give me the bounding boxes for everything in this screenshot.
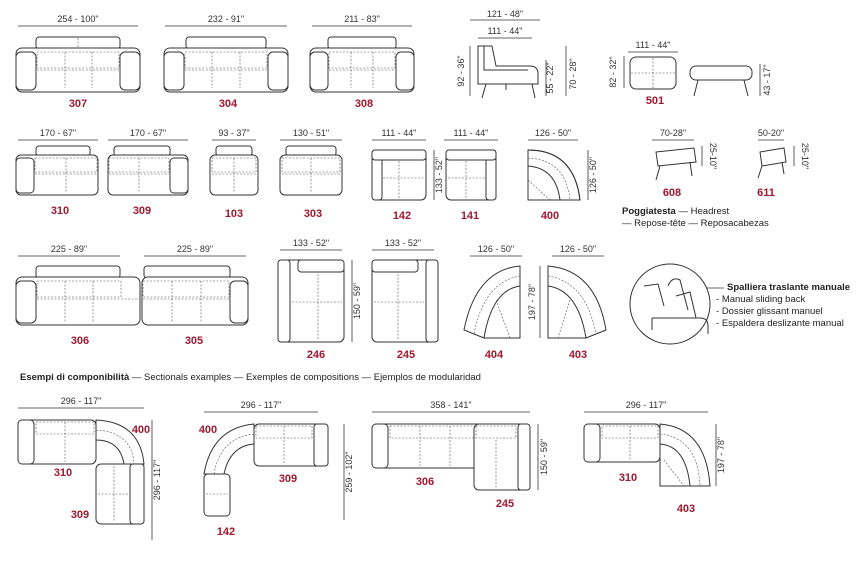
dim-label: 121 - 48" [486,9,524,19]
module-code: 307 [68,98,88,110]
dim-label: 170 - 67" [39,128,77,138]
dim-label: 25-10" [800,142,810,170]
dim-label: 133 - 52" [384,238,422,248]
module-611 [757,128,810,199]
module-307 [16,14,140,110]
module-code: 403 [568,349,588,361]
sliding-back-l2: - Dossier glissant manuel [716,306,823,317]
dim-label: 211 - 83" [344,14,380,24]
dim-label: 25-10" [708,142,718,170]
dim-label: 296 - 117" [625,400,667,410]
dim-label: 70-28" [659,128,687,138]
dim-label: 111 - 44" [487,26,523,36]
module-code: 310 [50,205,70,217]
dim-label: 111 - 44" [381,128,417,138]
sliding-back-l1: - Manual sliding back [716,294,806,305]
module-code: 308 [354,98,374,110]
module-code: 141 [460,210,480,222]
module-code: 306 [70,335,90,347]
module-310 [16,128,98,217]
module-code: 400 [198,424,218,436]
sliding-back-title: Spalliera traslante manuale [727,282,851,293]
dim-label: 126 - 50" [534,128,572,138]
dim-label: 197 - 78" [527,283,537,321]
dim-label: 82 - 32" [608,56,618,88]
dim-label: 150 - 59" [352,282,362,320]
module-code: 309 [132,205,152,217]
module-304 [164,14,288,110]
module-303 [280,128,342,220]
dim-label: 296 - 117" [60,396,102,406]
headrest-line1: — Headrest [675,206,730,217]
module-code: 142 [392,210,412,222]
dim-label: 232 - 91" [207,14,245,24]
examples-heading [20,372,481,383]
dim-label: 55 - 22" [545,62,555,94]
module-code: 403 [676,503,696,515]
dim-label: 126 - 50" [559,244,597,254]
module-code: 309 [278,473,298,485]
module-code: 310 [53,467,73,479]
dim-label: 50-20" [757,128,785,138]
module-code: 310 [618,472,638,484]
dim-label: 133 - 52" [434,156,444,194]
module-403 [527,244,606,361]
sliding-back-l2-text: Dossier glissant manuel [721,306,823,317]
dim-label: 93 - 37" [218,128,250,138]
dim-label: 92 - 36" [456,55,466,87]
examples-heading-rest: — Sectionals examples — Exemples de compositions — Ejemplos de modularidad [129,372,481,383]
module-142 [372,128,444,222]
dim-label: 126 - 50" [477,244,515,254]
dim-label: 126 - 50" [588,156,598,194]
module-501 [608,40,772,107]
module-141 [444,128,498,222]
module-246 [278,238,362,361]
module-code: 103 [224,208,244,220]
dim-label: 225 - 89" [50,244,88,254]
example-2 [199,400,354,538]
module-code: 404 [484,349,504,361]
module-245 [372,238,438,361]
module-306 [16,244,140,347]
dim-label: 111 - 44" [635,40,671,50]
example-1 [18,396,162,540]
dim-label: 254 - 100" [57,14,99,24]
dim-label: 130 - 51" [292,128,330,138]
sliding-back-detail [630,264,724,344]
module-code: 245 [396,349,416,361]
module-code: 142 [216,526,236,538]
module-309 [108,128,188,217]
module-code: 303 [303,208,323,220]
example-3 [372,400,549,510]
dim-label: 43 - 17" [762,64,772,96]
module-code: 501 [645,95,665,107]
dim-label: 225 - 89" [176,244,214,254]
headrest-caption [622,206,729,217]
module-code: 400 [540,210,560,222]
module-404 [464,244,522,361]
module-code: 306 [415,476,435,488]
module-code: 245 [495,498,515,510]
module-code: 309 [70,509,90,521]
dim-label: 133 - 52" [292,238,330,248]
dim-label: 111 - 44" [453,128,489,138]
module-308 [310,14,414,110]
module-code: 305 [184,335,204,347]
module-103 [210,128,258,220]
module-code: 304 [218,98,238,110]
dim-label: 170 - 67" [129,128,167,138]
module-code: 611 [757,187,775,199]
sliding-back-l3-text: Espaldera deslizante manual [721,318,844,329]
dim-label: 358 - 141" [430,400,472,410]
sliding-back-l3: - Espaldera deslizante manual [716,318,844,329]
module-code: 400 [131,424,151,436]
module-305 [142,244,248,347]
dim-label: 296 - 117" [240,400,282,410]
sliding-back-l1-text: Manual sliding back [721,294,806,305]
dim-label: 296 - 117" [152,459,162,501]
module-400 [528,128,598,222]
dim-label: 259 - 102" [344,451,354,493]
module-code: 246 [306,349,326,361]
examples-heading-bold: Esempi di componibilità [20,372,130,383]
headrest-line2: — Repose-tête — Reposacabezas [622,218,769,229]
module-608 [652,128,718,199]
side-view [456,9,578,98]
example-4 [584,400,726,515]
module-code: 608 [662,187,682,199]
dim-label: 70 - 28" [568,58,578,90]
headrest-title: Poggiatesta [622,206,676,217]
dim-label: 197 - 78" [716,436,726,474]
dim-label: 150 - 59" [539,438,549,476]
